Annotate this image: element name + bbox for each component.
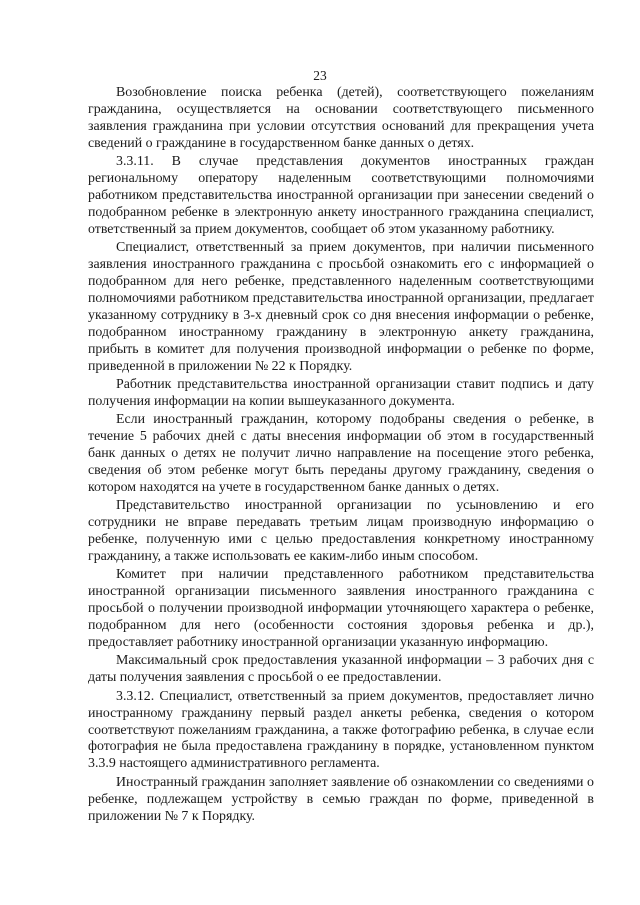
paragraph-signature-date: Работник представительства иностранной организации ставит подпись и дату получения информации на копии вышеуказанного документа. [88, 376, 594, 409]
document-body [88, 85, 594, 825]
page-number: 23 [313, 68, 327, 83]
paragraph-confidentiality: Представительство иностранной организации по усыновлению и его сотрудники не вправе передавать третьим лицам производную информацию о ребенке, полученную ими с целью предоставления конкретному иностранному гражданину, а также использовать ее каким-либо иным способом. [88, 498, 594, 564]
paragraph-application-form: Иностранный гражданин заполняет заявление об ознакомлении со сведениями о ребенке, подлежащем устройству в семью граждан по форме, приведенной в приложении № 7 к Порядку. [88, 774, 594, 824]
paragraph-search-renewal: Возобновление поиска ребенка (детей), соответствующего пожеланиям гражданина, осуществляется на основании соответствующего письменного заявления гражданина при условии отсутствия оснований для прекращения учета сведений о гражданине в государственном банке данных о детях. [88, 85, 594, 151]
paragraph-specialist-offer: Специалист, ответственный за прием документов, при наличии письменного заявления иностранного гражданина с просьбой ознакомить его с информацией о подобранном для него ребенке, представленного наделенным соответствующими полномочиями работником представительства иностранной организации, предлагает указанному сотруднику в 3-х дневный срок со дня внесения информации о ребенке, подобранном иностранному гражданину в электронную анкету гражданина, прибыть в комитет для получения производной информации о ребенке по форме, приведенной в приложении № 22 к Порядку. [88, 240, 594, 374]
paragraph-3-3-12: 3.3.12. Специалист, ответственный за прием документов, предоставляет лично иностранному гражданину первый раздел анкеты ребенка, сведения о котором соответствуют пожеланиям гражданина, а также фотографию ребенка, в случае если фотография не была предоставлена гражданину в порядке, установленном пунктом 3.3.9 настоящего административного регламента. [88, 688, 594, 772]
paragraph-max-term: Максимальный срок предоставления указанной информации – 3 рабочих дня с даты получения заявления с просьбой о ее предоставлении. [88, 653, 594, 686]
paragraph-3-3-11: 3.3.11. В случае представления документов иностранных граждан региональному оператору наделенным соответствующими полномочиями работником представительства иностранной организации при занесении сведений о подобранном ребенке в электронную анкету иностранного гражданина специалист, ответственный за прием документов, сообщает об этом указанному работнику. [88, 154, 594, 237]
paragraph-five-days: Если иностранный гражданин, которому подобраны сведения о ребенке, в течение 5 рабочих дней с даты внесения информации об этом в государственный банк данных о детях не получит лично направление на посещение этого ребенка, сведения об этом ребенке могут быть переданы другому гражданину, сведения о котором находятся на учете в государственном банке данных о детях. [88, 412, 594, 495]
paragraph-clarifying-info: Комитет при наличии представленного работником представительства иностранной организации письменного заявления иностранного гражданина с просьбой о получении производной информации уточняющего характера о ребенке, подобранном для него (особенности состояния здоровья ребенка и др.), предоставляет работнику иностранной организации указанную информацию. [88, 567, 594, 650]
